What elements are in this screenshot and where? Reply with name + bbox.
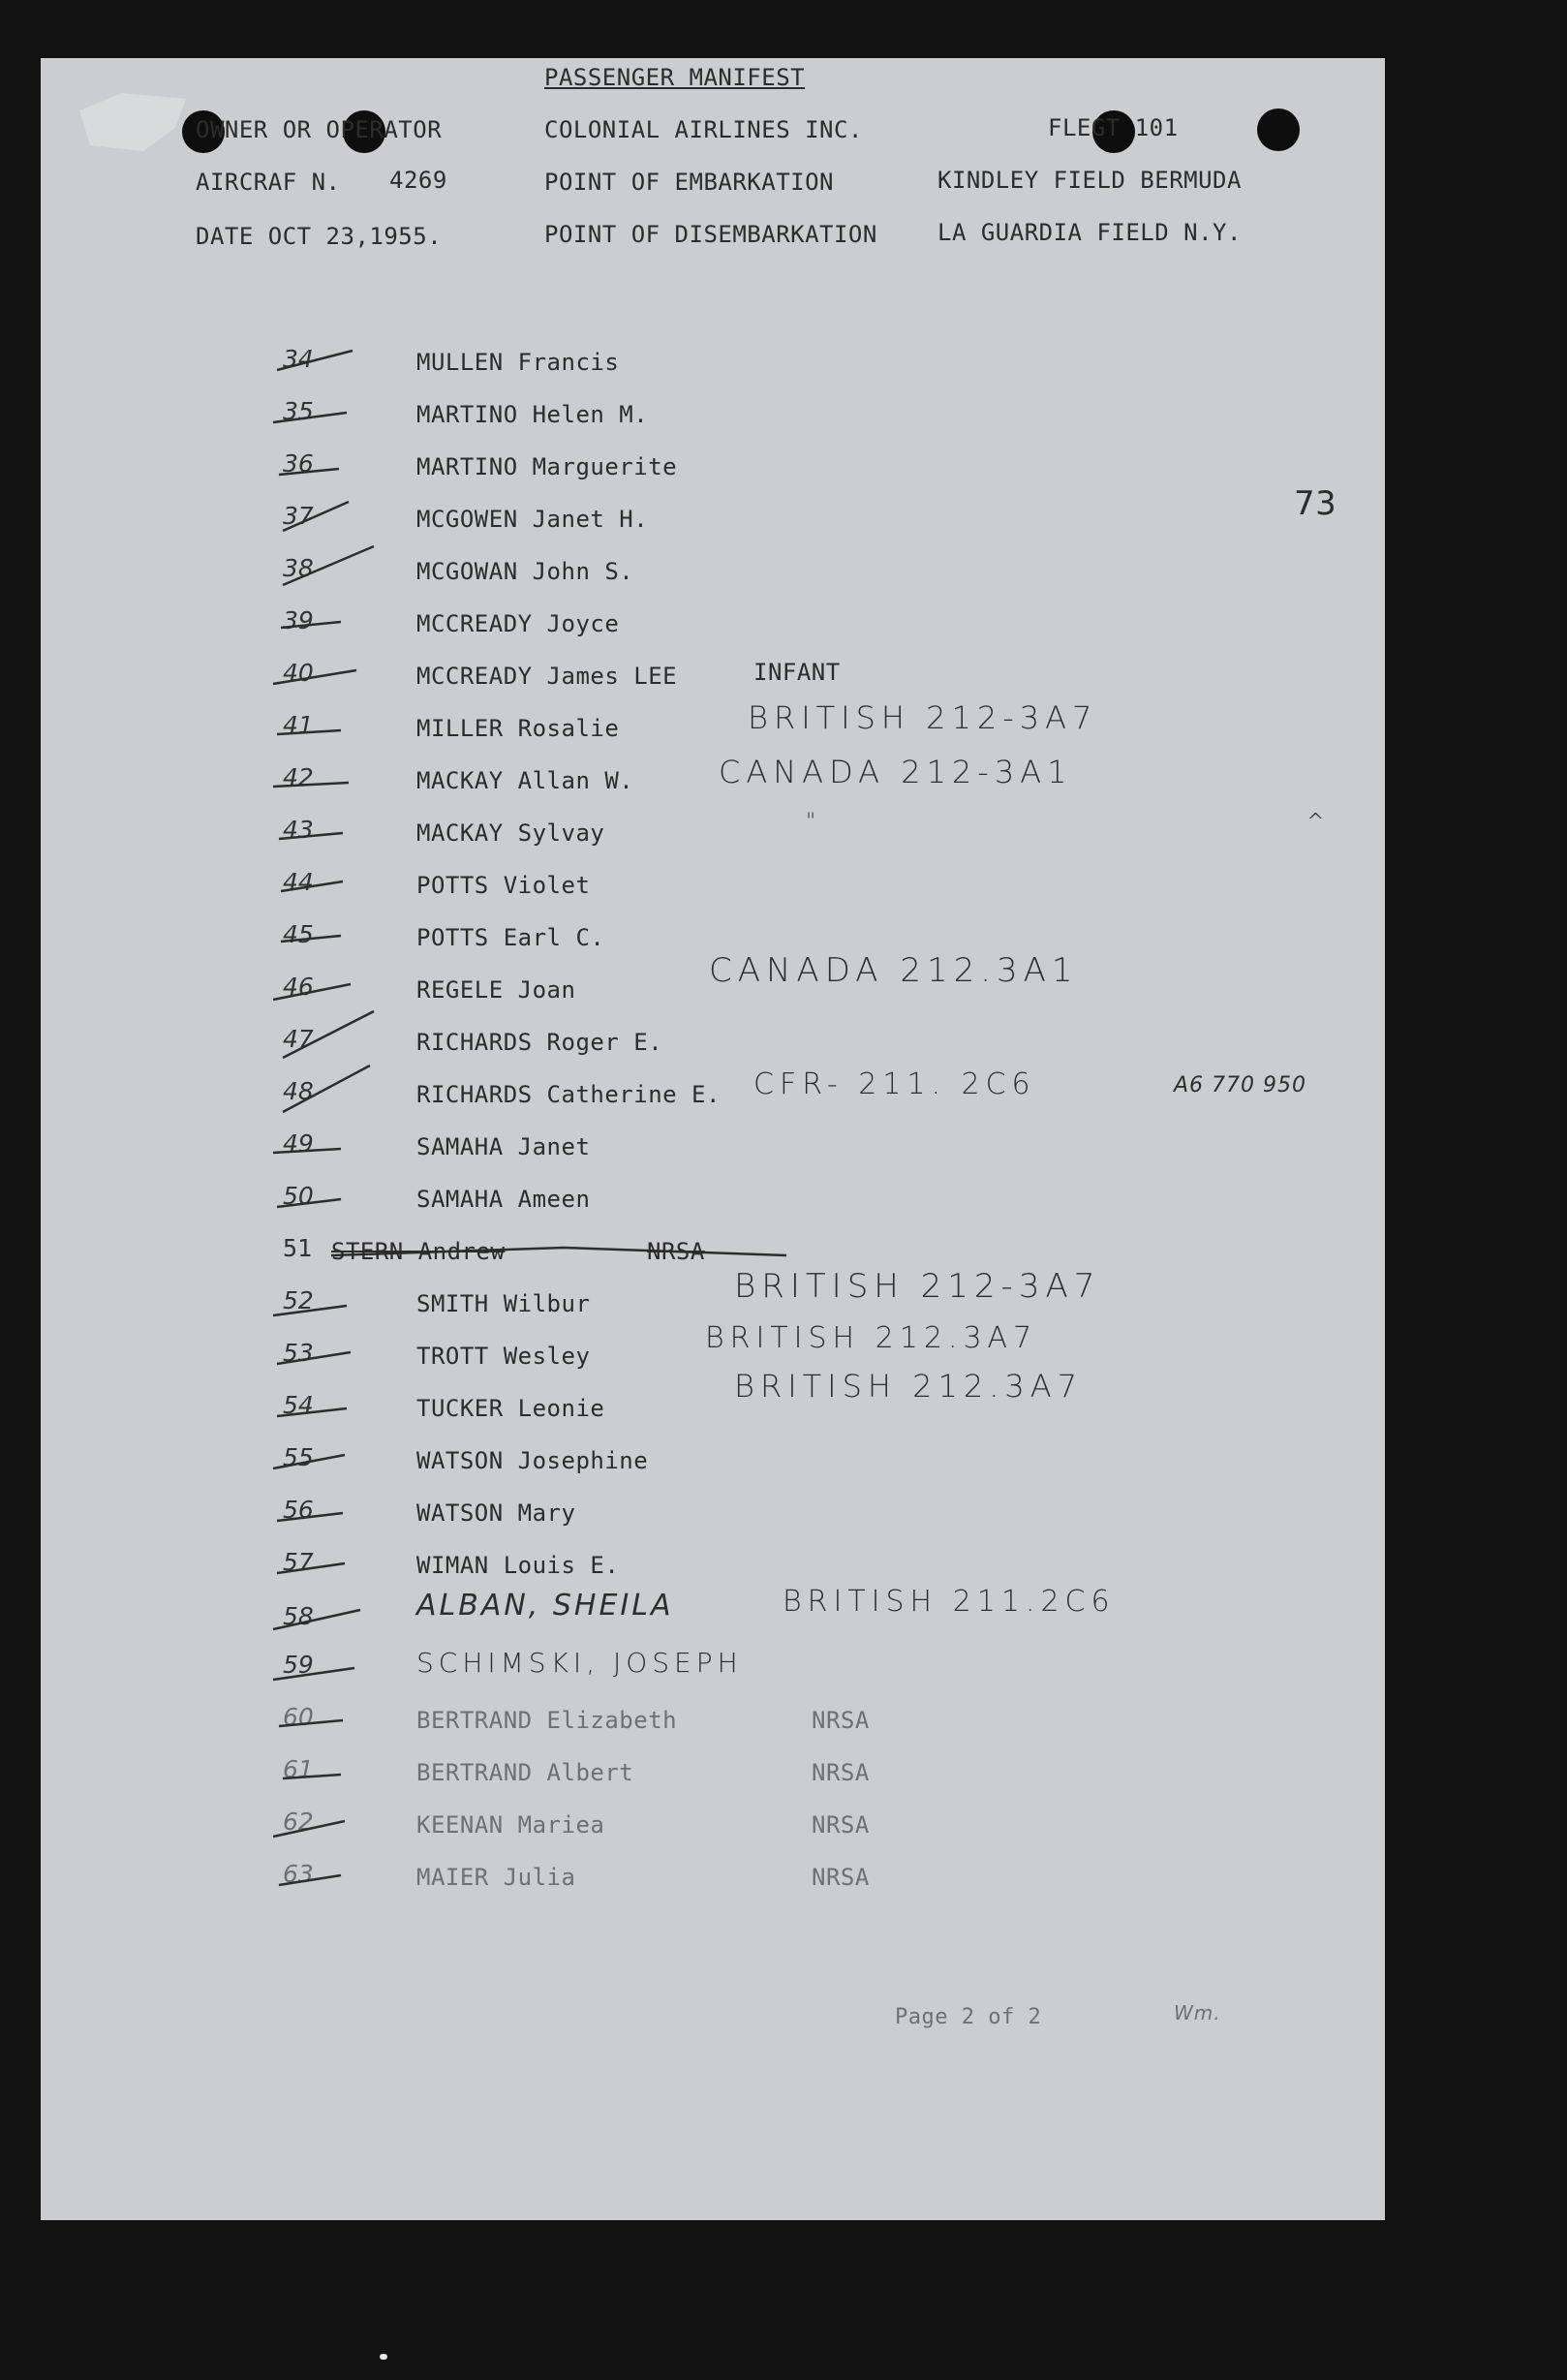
row-number: 46 <box>273 969 360 1007</box>
handwritten-passenger-name: SCHIMSKI, JOSEPH <box>416 1647 743 1679</box>
disembarkation-value: LA GUARDIA FIELD N.Y. <box>937 219 1242 246</box>
row-number: 36 <box>273 446 360 484</box>
passenger-name: SAMAHA Janet <box>416 1133 591 1160</box>
passenger-name: MARTINO Helen M. <box>416 401 649 428</box>
passenger-note: INFANT <box>753 659 841 686</box>
scan-dot <box>380 2354 387 2360</box>
row-number: 37 <box>273 498 360 537</box>
passenger-name: MARTINO Marguerite <box>416 453 678 480</box>
row-number: 60 <box>273 1699 360 1738</box>
row-number: 41 <box>273 707 360 746</box>
passenger-note: NRSA <box>647 1238 705 1265</box>
passenger-name: MCGOWAN John S. <box>416 558 634 585</box>
torn-corner <box>79 93 186 151</box>
clerk-initials: Wm. <box>1174 2001 1221 2025</box>
row-number: 51 <box>283 1234 313 1262</box>
handwritten-note: CANADA 212-3A1 <box>719 754 1073 790</box>
manifest-date: DATE OCT 23,1955. <box>196 223 443 250</box>
embarkation-value: KINDLEY FIELD BERMUDA <box>937 167 1242 194</box>
row-number: 52 <box>273 1283 360 1321</box>
row-number: 43 <box>273 812 360 850</box>
aircraft-label: AIRCRAF N. <box>196 169 341 196</box>
embarkation-label: POINT OF EMBARKATION <box>544 169 834 196</box>
row-number: 56 <box>273 1492 360 1530</box>
aircraft-number: 4269 <box>389 167 447 194</box>
stamp-number: 73 <box>1294 484 1337 523</box>
passenger-name: WATSON Josephine <box>416 1447 649 1474</box>
passenger-name: BERTRAND Elizabeth <box>416 1707 678 1734</box>
owner-value: COLONIAL AIRLINES INC. <box>544 116 863 143</box>
row-number: 35 <box>273 393 360 432</box>
row-number: 55 <box>273 1439 360 1478</box>
row-number: 53 <box>273 1335 360 1374</box>
passenger-name: MACKAY Sylvay <box>416 819 605 847</box>
passenger-name: WIMAN Louis E. <box>416 1552 620 1579</box>
handwritten-note: BRITISH 212-3A7 <box>734 1267 1101 1306</box>
row-number: 49 <box>273 1126 360 1164</box>
passenger-name: MCGOWEN Janet H. <box>416 506 649 533</box>
passenger-name: SMITH Wilbur <box>416 1290 591 1317</box>
passenger-name: SAMAHA Ameen <box>416 1186 591 1213</box>
handwritten-passenger-name: ALBAN, SHEILA <box>416 1589 674 1623</box>
passenger-name: MAIER Julia <box>416 1864 576 1891</box>
row-number: 40 <box>273 655 360 694</box>
row-number: 59 <box>273 1647 360 1685</box>
disembarkation-label: POINT OF DISEMBARKATION <box>544 221 877 248</box>
passenger-name: KEENAN Mariea <box>416 1811 605 1839</box>
row-number: 58 <box>273 1591 360 1629</box>
passenger-name: REGELE Joan <box>416 976 576 1004</box>
passenger-name: TUCKER Leonie <box>416 1395 605 1422</box>
passenger-note: NRSA <box>812 1811 870 1839</box>
manifest-sheet <box>41 58 1567 2220</box>
passenger-name: MCCREADY Joyce <box>416 610 620 637</box>
passenger-name: BERTRAND Albert <box>416 1759 634 1786</box>
passenger-name: MILLER Rosalie <box>416 715 620 742</box>
row-number: 47 <box>273 1021 360 1060</box>
handwritten-ditto: " ^ <box>806 810 1567 834</box>
passenger-note: NRSA <box>812 1864 870 1891</box>
passenger-note: NRSA <box>812 1759 870 1786</box>
row-number: 50 <box>273 1178 360 1217</box>
handwritten-note: BRITISH 212.3A7 <box>734 1368 1084 1405</box>
row-number: 42 <box>273 759 360 798</box>
passenger-name: MULLEN Francis <box>416 349 620 376</box>
passenger-name: WATSON Mary <box>416 1499 576 1527</box>
row-number: 34 <box>273 341 360 380</box>
handwritten-note: BRITISH 212.3A7 <box>705 1321 1038 1355</box>
row-number: 63 <box>273 1856 360 1895</box>
owner-label: OWNER OR OPERATOR <box>196 116 443 143</box>
passenger-name-struck: STERN Andrew <box>331 1238 506 1265</box>
passenger-name: RICHARDS Roger E. <box>416 1029 663 1056</box>
row-number: 44 <box>273 864 360 903</box>
row-number: 45 <box>273 916 360 955</box>
row-number: 39 <box>273 603 360 641</box>
passenger-name: POTTS Violet <box>416 872 591 899</box>
handwritten-note: CFR- 211. 2C6 <box>753 1067 1036 1101</box>
handwritten-note: BRITISH 211.2C6 <box>783 1585 1116 1619</box>
handwritten-alien-number: A6 770 950 <box>1174 1073 1307 1097</box>
row-number: 54 <box>273 1387 360 1426</box>
row-number: 38 <box>273 550 360 589</box>
passenger-name: RICHARDS Catherine E. <box>416 1081 721 1108</box>
flight-number: FLEGT 101 <box>1048 114 1179 141</box>
passenger-name: POTTS Earl C. <box>416 924 605 951</box>
passenger-note: NRSA <box>812 1707 870 1734</box>
handwritten-note: BRITISH 212-3A7 <box>748 699 1098 736</box>
passenger-name: TROTT Wesley <box>416 1343 591 1370</box>
passenger-name: MCCREADY James LEE <box>416 663 678 690</box>
manifest-title: PASSENGER MANIFEST <box>544 64 806 91</box>
row-number: 57 <box>273 1544 360 1583</box>
handwritten-note: CANADA 212.3A1 <box>709 951 1079 990</box>
row-number: 61 <box>273 1751 360 1790</box>
page-indicator: Page 2 of 2 <box>895 2005 1042 2029</box>
passenger-name: MACKAY Allan W. <box>416 767 634 794</box>
row-number: 62 <box>273 1804 360 1842</box>
row-number: 48 <box>273 1073 360 1112</box>
punch-hole <box>1257 108 1300 151</box>
